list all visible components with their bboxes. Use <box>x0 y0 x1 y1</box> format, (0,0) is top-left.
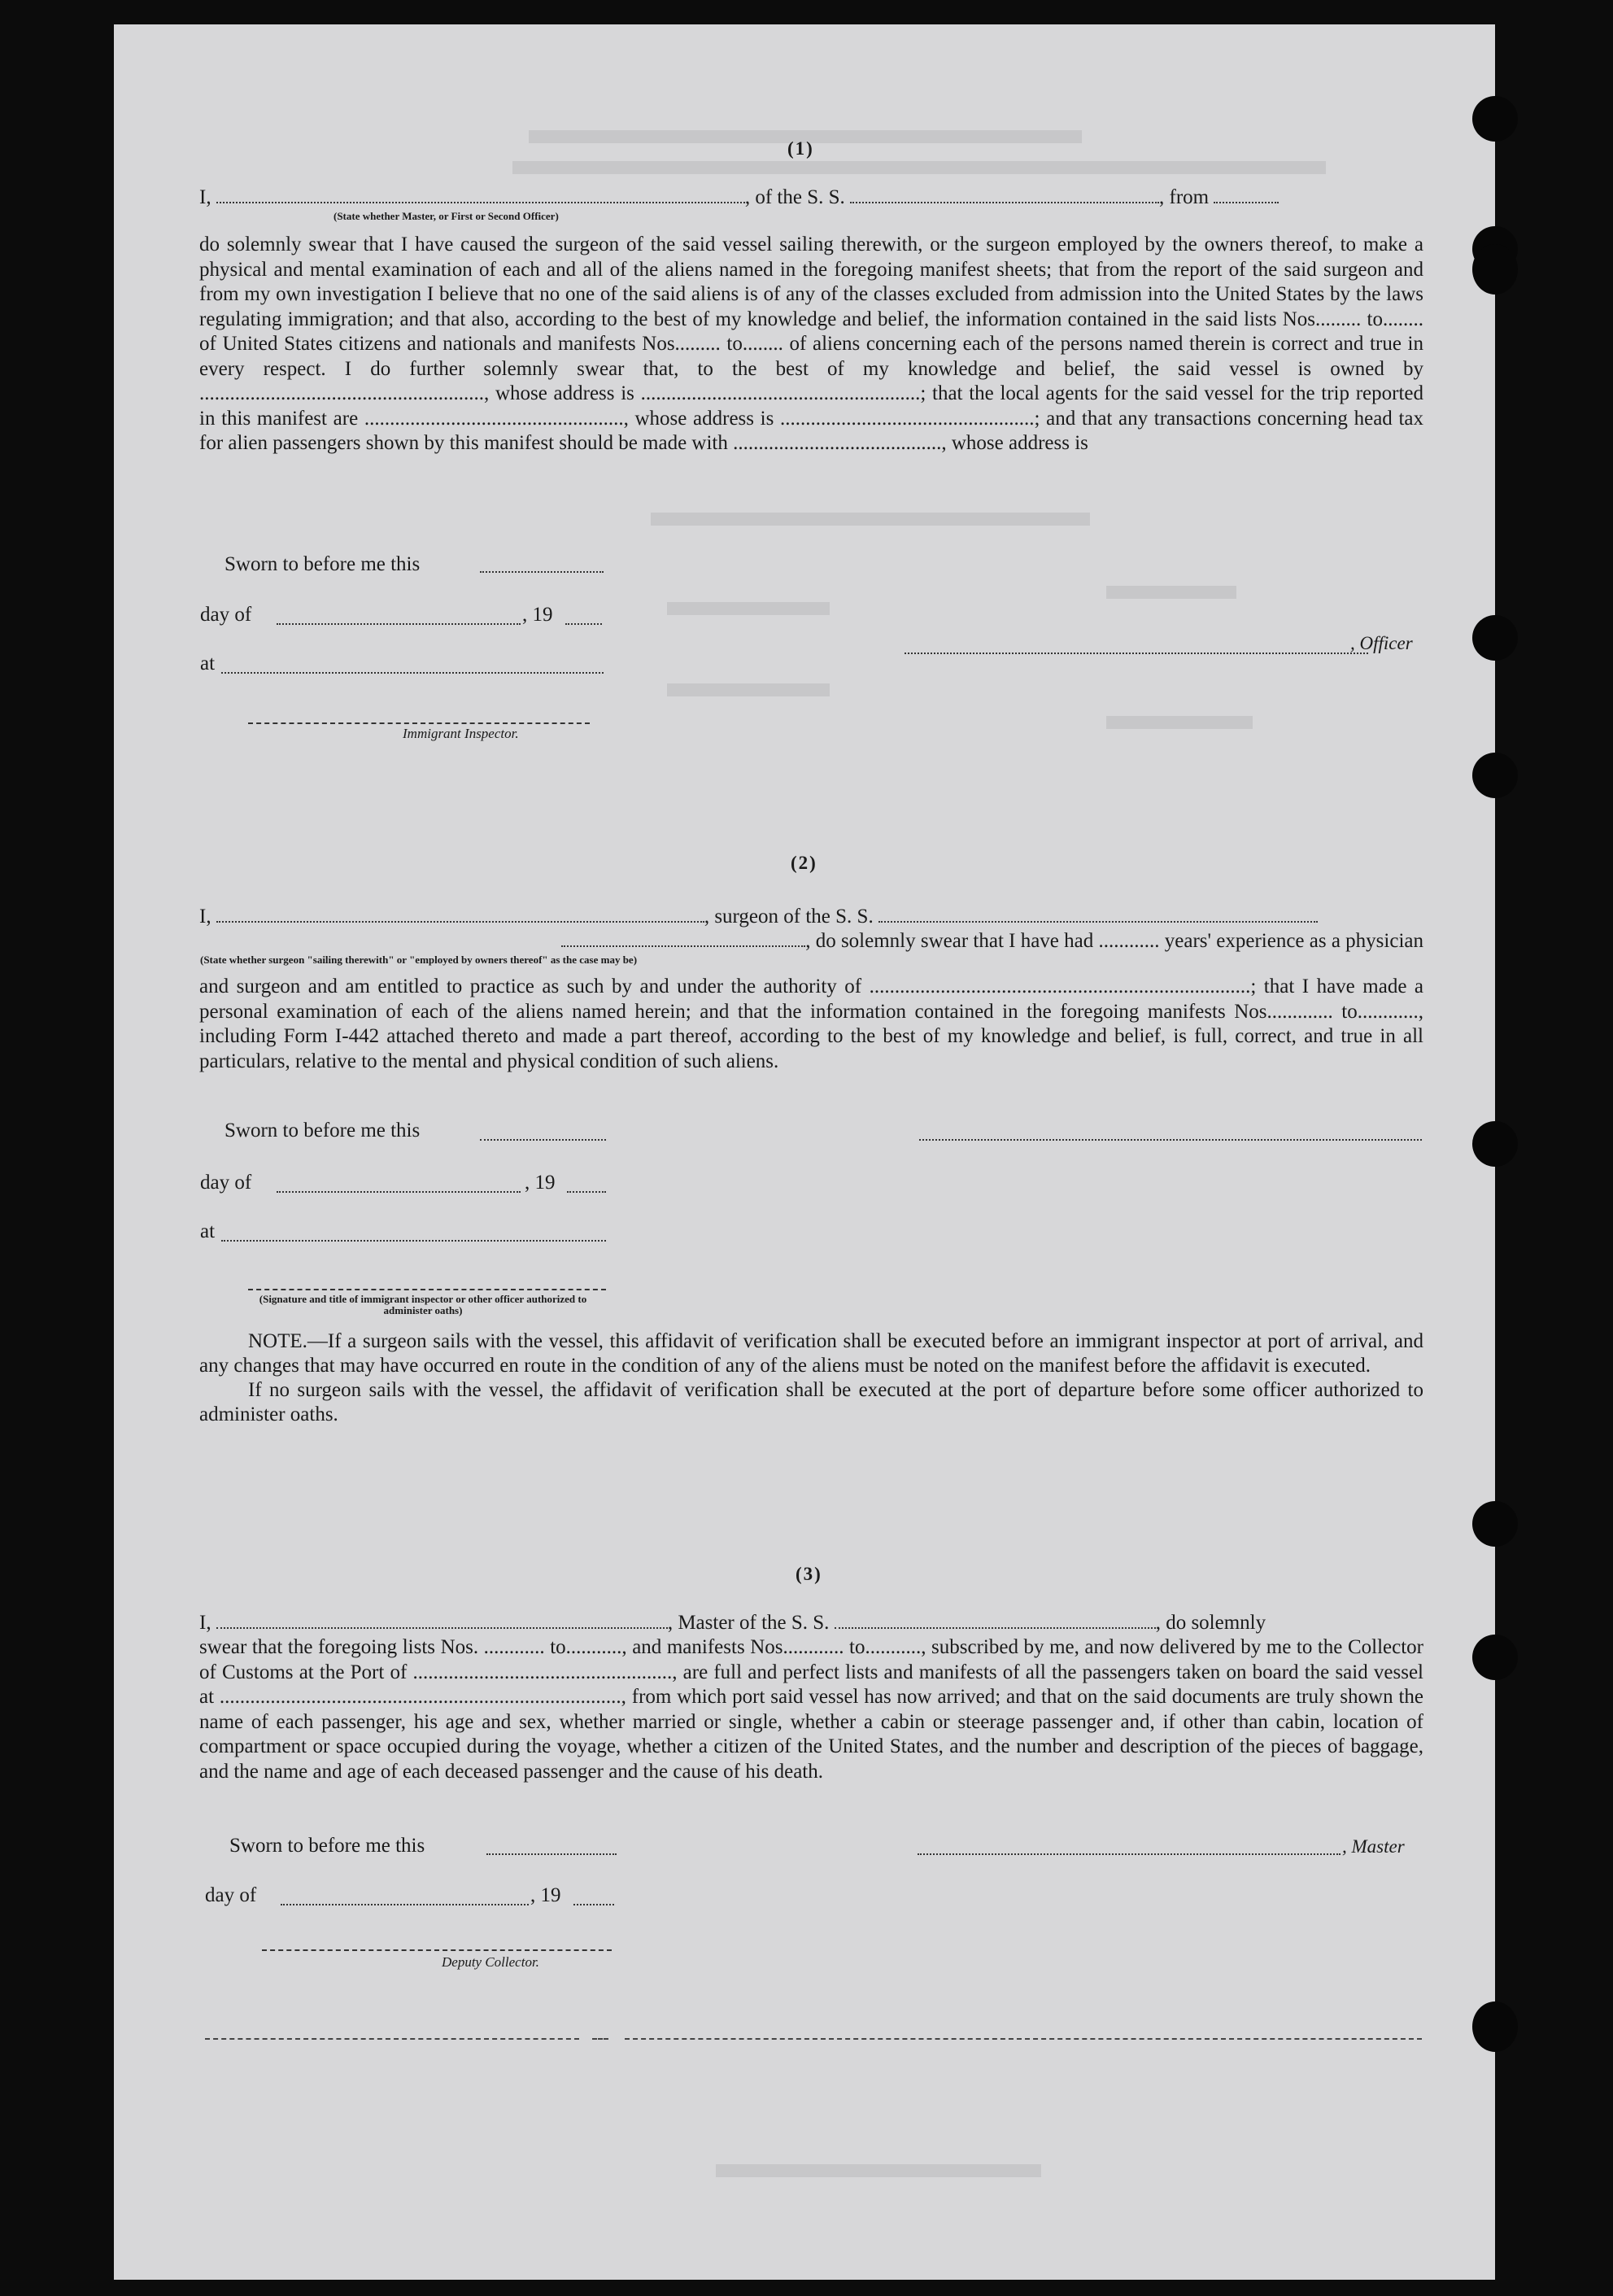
master-caption: , Master <box>1342 1836 1405 1857</box>
of-ss-label: , of the S. S. <box>744 186 845 208</box>
ship-blank[interactable] <box>878 920 1318 923</box>
binder-hole <box>1472 1635 1518 1680</box>
bleed-through-mark <box>667 683 830 696</box>
surgeon-note: (State whether surgeon "sailing therewith" or "employed by owners thereof" as the case may be) <box>200 954 638 966</box>
sworn-label: Sworn to before me this <box>229 1835 425 1857</box>
bleed-through-mark <box>1106 716 1253 729</box>
footer-rule <box>205 2038 579 2040</box>
year-blank[interactable] <box>573 1904 614 1905</box>
section-3-header-line <box>199 1611 1423 1636</box>
officer-caption: , Officer <box>1350 633 1413 653</box>
binder-hole <box>1472 96 1518 142</box>
inspector-signature-line[interactable] <box>248 1289 606 1290</box>
footer-rule <box>592 2038 608 2040</box>
at-label: at <box>200 653 216 674</box>
name-blank[interactable] <box>216 201 745 203</box>
day-blank[interactable] <box>281 1904 529 1905</box>
surgeon-signature-line[interactable] <box>919 1139 1422 1141</box>
oath-i: I, <box>199 186 211 208</box>
binder-hole <box>1472 2001 1518 2052</box>
binder-hole <box>1472 1501 1518 1547</box>
master-of-label: , Master of the S. S. <box>667 1612 830 1634</box>
section-2-oath <box>199 975 1423 1074</box>
at-label: at <box>200 1220 216 1242</box>
bleed-through-mark <box>716 2164 1041 2177</box>
year-blank[interactable] <box>567 1191 606 1193</box>
section-2-body: and surgeon and am entitled to practice as such by and under the authority of ...........................................................................; that I have made a personal examination of each of the aliens named herein; and that the information contained in the foregoing manifests Nos............. to............, including Form I-442 attached thereto and made a part thereof, according to the best of my knowledge and belief, is full, correct, and true in all particulars, relative to the mental and physical condition of such aliens. <box>199 976 1423 1072</box>
year-label: , 19 <box>522 604 553 626</box>
bleed-through-mark <box>512 161 1326 174</box>
sworn-blank[interactable] <box>486 1853 617 1855</box>
experience-text: , do solemnly swear that I have had ............ years' experience as a physician <box>805 930 1423 952</box>
oath-i: I, <box>199 1612 211 1634</box>
binder-hole <box>1472 753 1518 798</box>
sworn-blank[interactable] <box>480 1139 606 1141</box>
day-blank[interactable] <box>277 623 521 625</box>
master-note: (State whether Master, or First or Second Officer) <box>333 210 559 222</box>
inspector-caption: Immigrant Inspector. <box>403 726 519 741</box>
note-no-surgeon: If no surgeon sails with the vessel, the affidavit of verification shall be executed at the port of departure before some officer authorized to administer oaths. <box>199 1379 1423 1425</box>
section-2-experience-line <box>199 929 1423 954</box>
inspector-signature-line[interactable] <box>248 722 590 724</box>
surgeon-of-label: , surgeon of the S. S. <box>704 906 874 928</box>
year-blank[interactable] <box>565 623 602 625</box>
day-blank[interactable] <box>277 1191 521 1193</box>
at-blank[interactable] <box>221 672 604 674</box>
officer-signature-line[interactable] <box>905 653 1368 654</box>
bleed-through-mark <box>651 513 1090 526</box>
ship-blank[interactable] <box>835 1626 1156 1629</box>
sworn-label: Sworn to before me this <box>225 553 421 575</box>
bleed-through-mark <box>667 602 830 615</box>
section-3-body: swear that the foregoing lists Nos. ............ to..........., and manifests Nos............ to..........., subscribed by me, and now delivered by me to the Collector of Customs at the Port of ..................................................., are full and perfect lists and manifests of all the passengers taken on board the said vessel at ..............................................................................., from which port said vessel has now arrived; and that on the said documents are truly shown the name of each passenger, his age and sex, whether married or single, whether a cabin or steerage passenger and, if other than cabin, location of compartment or space occupied during the voyage, whether a citizen of the United States, and the number and description of the pieces of baggage, and the name and age of each deceased passenger and the cause of his death. <box>199 1636 1423 1783</box>
section-number: (2) <box>791 853 817 873</box>
footer-rule <box>625 2038 1422 2040</box>
surgeon-type-blank[interactable] <box>561 945 805 947</box>
oath-i: I, <box>199 906 211 928</box>
binder-hole <box>1472 1121 1518 1167</box>
sworn-label: Sworn to before me this <box>225 1120 421 1141</box>
port-blank[interactable] <box>1214 201 1279 203</box>
section-number: (1) <box>787 138 814 159</box>
collector-caption: Deputy Collector. <box>442 1954 539 1970</box>
master-name-blank[interactable] <box>216 1626 668 1629</box>
master-signature-line[interactable] <box>918 1853 1341 1855</box>
sworn-blank[interactable] <box>480 571 604 573</box>
section-1-oath <box>199 233 1423 456</box>
ship-blank[interactable] <box>850 201 1159 203</box>
section-1-body: do solemnly swear that I have caused the surgeon of the said vessel sailing therewith, or the surgeon employed by the owners thereof, to make a physical and mental examination of each and all of the aliens named in the foregoing manifest sheets; that from the report of the said surgeon and from my own investigation I believe that no one of the said aliens is of any of the classes excluded from admission into the United States by the laws regulating immigration; and that also, according to the best of my knowledge and belief, the information contained in the said lists Nos......... to........ of United States citizens and nationals and manifests Nos......... to........ of aliens concerning each of the persons named therein is correct and true in every respect. I do further solemnly swear that, to the best of my knowledge and belief, the said vessel is owned by ........................................................, whose address is .......................................................; that the local agents for the said vessel for the trip reported in this manifest are ..................................................., whose address is ..................................................; and that any transactions concerning head tax for alien passengers shown by this manifest should be made with ........................................., whose address is <box>199 234 1423 454</box>
section-2-header-line <box>199 905 1423 930</box>
note-block <box>199 1329 1423 1427</box>
surgeon-name-blank[interactable] <box>216 920 704 923</box>
binder-hole <box>1472 244 1518 295</box>
collector-signature-line[interactable] <box>262 1949 612 1951</box>
year-label: , 19 <box>525 1172 556 1194</box>
section-3-oath <box>199 1635 1423 1784</box>
note-surgeon-sails: NOTE.—If a surgeon sails with the vessel, this affidavit of verification shall be executed before an immigrant inspector at port of arrival, and any changes that may have occurred en route in the condition of any of the aliens must be noted on the manifest before the affidavit is executed. <box>199 1330 1423 1377</box>
binder-hole <box>1472 615 1518 661</box>
section-number: (3) <box>796 1564 822 1584</box>
signature-note: (Signature and title of immigrant inspector or other officer authorized to administer oaths) <box>259 1293 587 1316</box>
solemnly-label: , do solemnly <box>1155 1612 1266 1634</box>
year-label: , 19 <box>530 1884 561 1906</box>
from-label: , from <box>1159 186 1210 208</box>
at-blank[interactable] <box>221 1240 606 1242</box>
section-1-header-line <box>199 186 1423 211</box>
day-of-label: day of <box>205 1884 257 1906</box>
day-of-label: day of <box>200 604 252 626</box>
day-of-label: day of <box>200 1172 252 1194</box>
bleed-through-mark <box>1106 586 1236 599</box>
